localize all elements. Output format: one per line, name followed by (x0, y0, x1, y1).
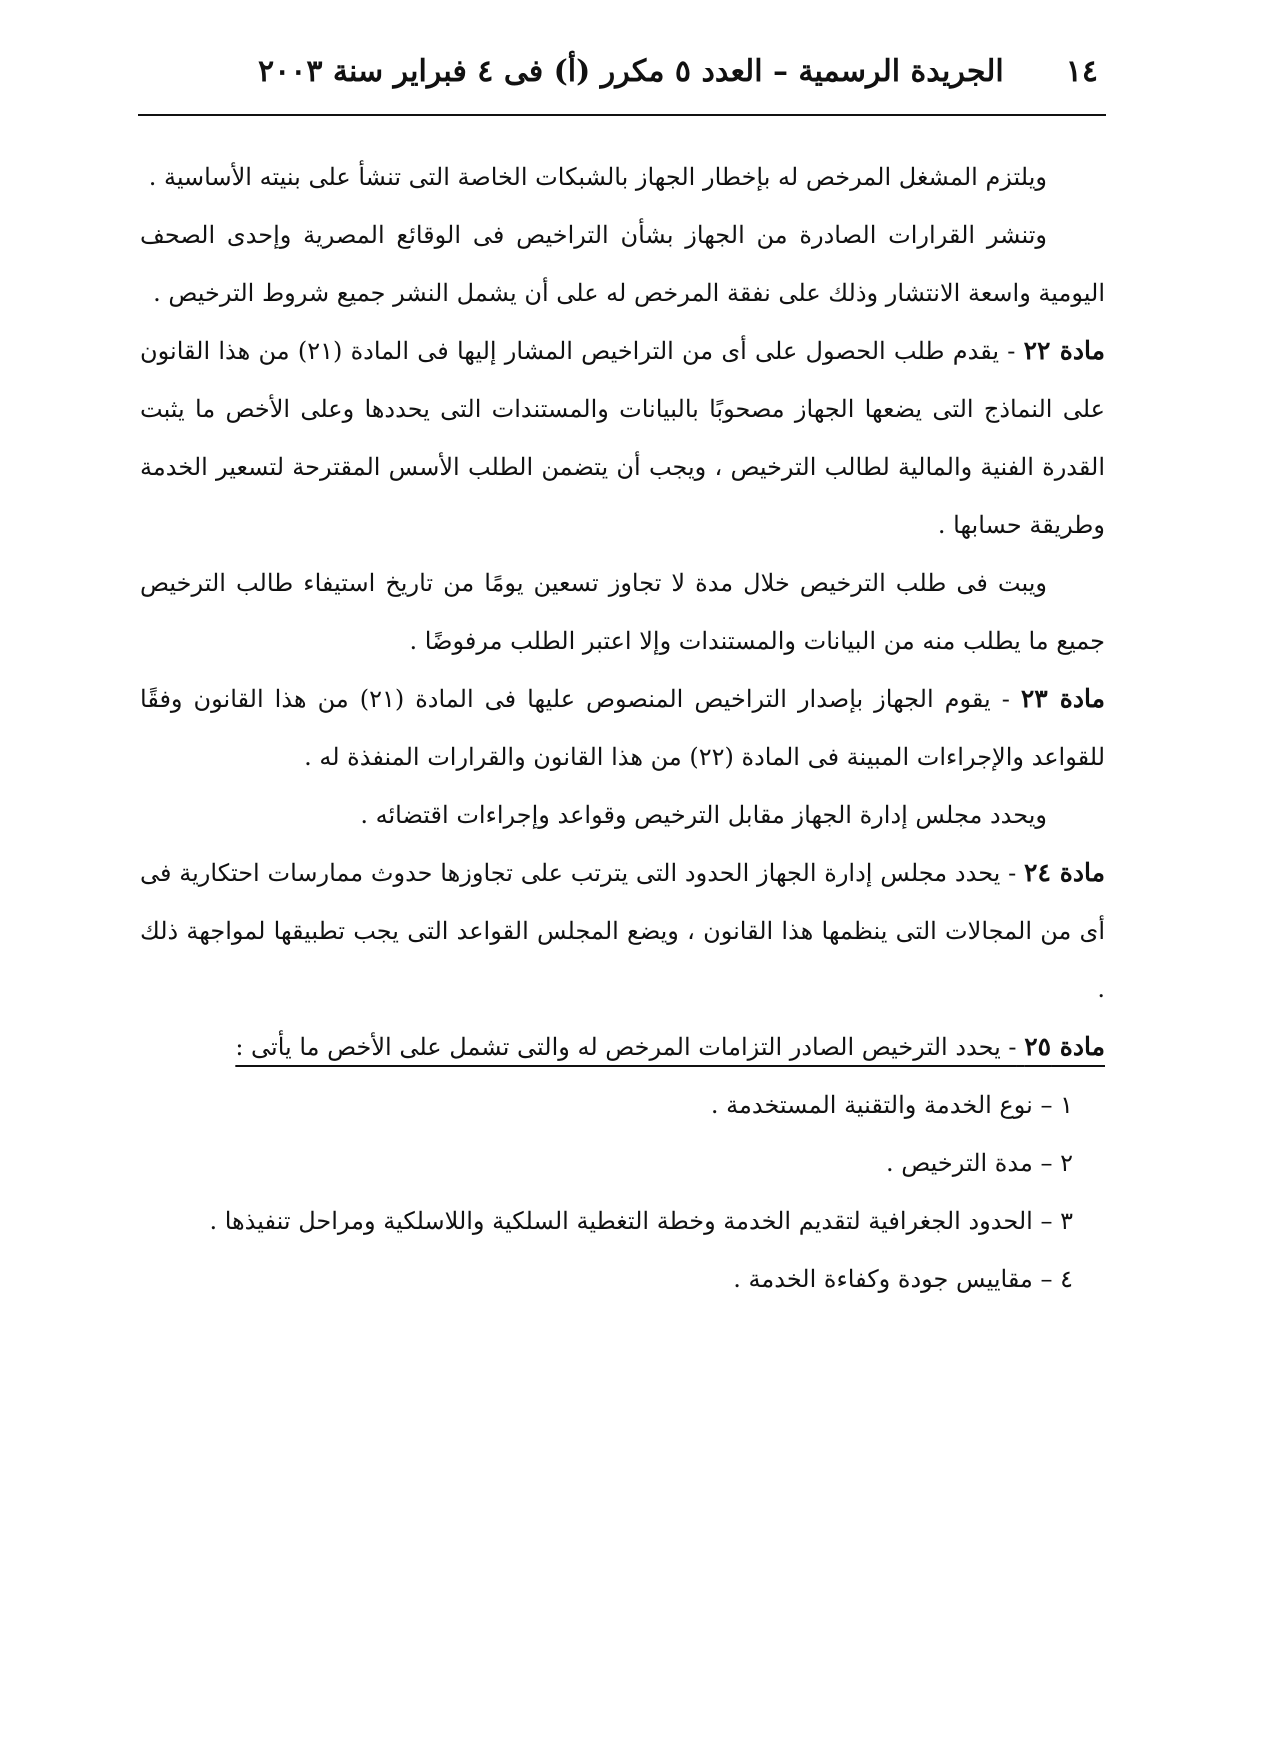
list-item (140, 1134, 1073, 1192)
article-22-text: - يقدم طلب الحصول على أى من التراخيص المشار إليها فى المادة (٢١) من هذا القانون على النماذج التى يضعها الجهاز مصحوبًا بالبيانات والمستندات التى يحددها وعلى الأخص ما يثبت القدرة الفنية والمالية لطالب الترخيص ، ويجب أن يتضمن الطلب الأسس المقترحة لتسعير الخدمة وطريقة حسابها . (140, 337, 1105, 539)
article-23 (140, 670, 1105, 786)
obligations-list (140, 1076, 1105, 1308)
article-25-label: مادة ٢٥ (1024, 1032, 1105, 1061)
article-24 (140, 844, 1105, 1018)
list-item (140, 1250, 1073, 1308)
page-header (138, 44, 1106, 116)
list-item (140, 1076, 1073, 1134)
paragraph-2: وتنشر القرارات الصادرة من الجهاز بشأن التراخيص فى الوقائع المصرية وإحدى الصحف اليومية واسعة الانتشار وذلك على نفقة المرخص له على أن يشمل النشر جميع شروط الترخيص . (140, 221, 1105, 307)
list-item-number: ٤ – (1040, 1265, 1073, 1293)
article-22-followup: ويبت فى طلب الترخيص خلال مدة لا تجاوز تسعين يومًا من تاريخ استيفاء طالب الترخيص جميع ما يطلب منه من البيانات والمستندات وإلا اعتبر الطلب مرفوضًا . (140, 569, 1105, 655)
paragraph-1: ويلتزم المشغل المرخص له بإخطار الجهاز بالشبكات الخاصة التى تنشأ على بنيته الأساسية . (148, 163, 1047, 191)
list-item-number: ١ – (1040, 1091, 1073, 1119)
header-rule (138, 114, 1106, 116)
article-25 (140, 1018, 1105, 1076)
article-23-text: - يقوم الجهاز بإصدار التراخيص المنصوص عليها فى المادة (٢١) من هذا القانون وفقًا للقواعد والإجراءات المبينة فى المادة (٢٢) من هذا القانون والقرارات المنفذة له . (140, 685, 1105, 771)
article-23-label: مادة ٢٣ (1020, 684, 1106, 713)
list-item (140, 1192, 1073, 1250)
page-number: ١٤ (1065, 54, 1098, 89)
list-item-text: مقاييس جودة وكفاءة الخدمة . (733, 1265, 1033, 1293)
article-24-label: مادة ٢٤ (1024, 858, 1105, 887)
list-item-number: ٢ – (1040, 1149, 1073, 1177)
list-item-text: نوع الخدمة والتقنية المستخدمة . (710, 1091, 1033, 1119)
article-22 (140, 322, 1105, 554)
list-item-text: الحدود الجغرافية لتقديم الخدمة وخطة التغطية السلكية واللاسلكية ومراحل تنفيذها . (209, 1207, 1033, 1235)
article-24-text: - يحدد مجلس إدارة الجهاز الحدود التى يترتب على تجاوزها حدوث ممارسات احتكارية فى أى من المجالات التى ينظمها هذا القانون ، ويضع المجلس القواعد التى يجب تطبيقها لمواجهة ذلك . (140, 859, 1105, 1003)
document-body (140, 148, 1105, 1308)
list-item-text: مدة الترخيص . (885, 1149, 1033, 1177)
article-25-text: - يحدد الترخيص الصادر التزامات المرخص له والتى تشمل على الأخص ما يأتى : (235, 1033, 1017, 1061)
running-title: الجريدة الرسمية – العدد ٥ مكرر (أ) فى ٤ فبراير سنة ٢٠٠٣ (258, 54, 1004, 89)
article-25-heading (235, 1033, 1105, 1061)
list-item-number: ٣ – (1040, 1207, 1073, 1235)
article-23-followup: ويحدد مجلس إدارة الجهاز مقابل الترخيص وقواعد وإجراءات اقتضائه . (360, 801, 1047, 829)
article-22-label: مادة ٢٢ (1023, 336, 1105, 365)
